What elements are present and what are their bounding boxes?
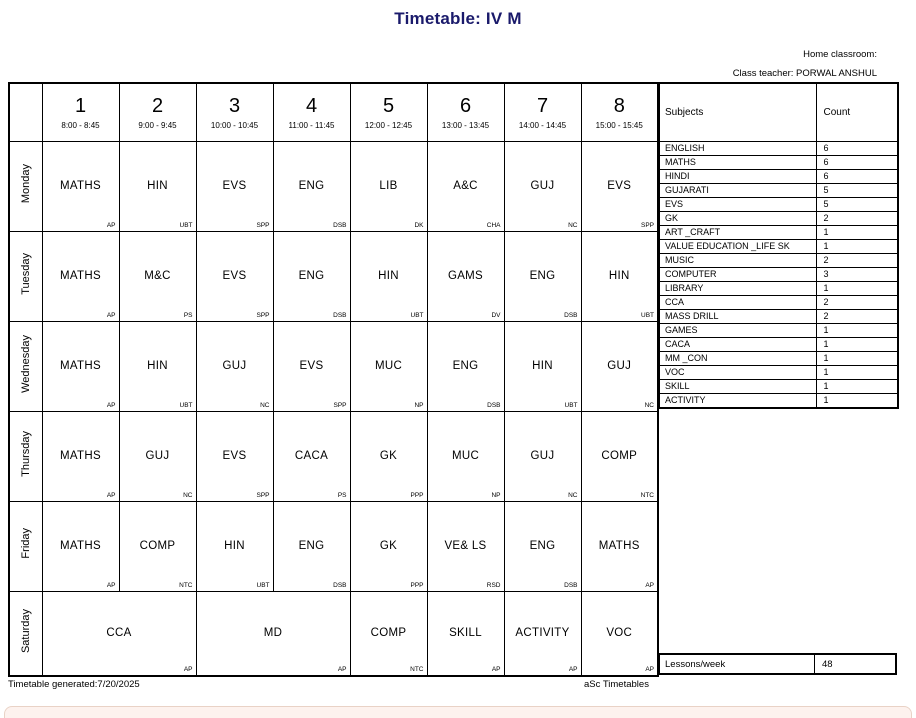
subject-row <box>659 225 898 239</box>
timetable <box>8 82 659 677</box>
lesson-cell <box>273 501 350 591</box>
lesson-subject: GUJ <box>607 360 632 372</box>
lesson-cell <box>42 321 119 411</box>
subject-row <box>659 323 898 337</box>
lesson-cell <box>581 501 658 591</box>
day-row <box>9 141 658 231</box>
period-header <box>350 83 427 141</box>
subject-name: MUSIC <box>659 253 816 267</box>
lesson-teacher-code: NC <box>568 221 578 229</box>
lesson-cell <box>427 411 504 501</box>
subject-name: ACTIVITY <box>659 393 816 408</box>
subject-name: VOC <box>659 365 816 379</box>
day-row <box>9 231 658 321</box>
period-number: 8 <box>613 94 625 117</box>
day-row <box>9 591 658 676</box>
subject-row <box>659 197 898 211</box>
lesson-subject: EVS <box>222 270 247 282</box>
lesson-teacher-code: PS <box>337 491 347 499</box>
lesson-subject: GUJ <box>530 450 555 462</box>
subject-count: 3 <box>816 267 898 281</box>
lesson-subject: VE& LS <box>444 540 487 552</box>
lesson-teacher-code: AP <box>106 491 116 499</box>
lesson-subject: HIN <box>147 180 168 192</box>
lesson-cell <box>427 501 504 591</box>
lesson-teacher-code: SPP <box>256 311 270 319</box>
lesson-cell <box>42 231 119 321</box>
lesson-cell <box>581 231 658 321</box>
lesson-teacher-code: NC <box>260 401 270 409</box>
lessons-week-value: 48 <box>822 658 833 670</box>
lesson-subject: MATHS <box>60 270 101 282</box>
lesson-subject: ENG <box>298 180 325 192</box>
lesson-teacher-code: AP <box>106 401 116 409</box>
period-time: 14:00 - 14:45 <box>518 120 567 130</box>
day-label: Friday <box>19 528 32 559</box>
subject-row <box>659 379 898 393</box>
lesson-cell <box>42 141 119 231</box>
class-teacher-label: Class teacher: PORWAL ANSHUL <box>732 68 877 79</box>
lesson-subject: MATHS <box>598 540 640 552</box>
subject-row <box>659 183 898 197</box>
lesson-subject: GUJ <box>145 450 170 462</box>
lesson-cell <box>350 231 427 321</box>
period-time: 8:00 - 8:45 <box>61 120 100 130</box>
generated-timestamp: Timetable generated:7/20/2025 <box>8 679 140 690</box>
lesson-cell <box>42 501 119 591</box>
lesson-subject: ENG <box>298 540 325 552</box>
lesson-cell <box>119 231 196 321</box>
lesson-cell <box>350 591 427 676</box>
subject-count: 1 <box>816 281 898 295</box>
lesson-teacher-code: UBT <box>564 401 578 409</box>
lesson-teacher-code: SPP <box>640 221 654 229</box>
subject-name: SKILL <box>659 379 816 393</box>
lesson-cell <box>350 141 427 231</box>
lesson-subject: VOC <box>606 627 633 640</box>
subject-row <box>659 239 898 253</box>
lesson-teacher-code: AP <box>645 581 654 589</box>
lesson-teacher-code: NP <box>414 401 424 409</box>
period-number: 5 <box>382 94 395 117</box>
lesson-subject: MATHS <box>60 540 101 552</box>
subject-name: VALUE EDUCATION _LIFE SK <box>659 239 816 253</box>
lesson-teacher-code: NC <box>183 491 193 499</box>
subject-count: 6 <box>816 141 898 155</box>
lesson-teacher-code: NTC <box>410 666 424 673</box>
lesson-subject: EVS <box>607 180 632 192</box>
subject-count: 5 <box>816 183 898 197</box>
lesson-subject: HIN <box>147 360 168 372</box>
lesson-teacher-code: PPP <box>410 491 424 499</box>
lesson-subject: MATHS <box>60 180 101 192</box>
subject-count: 1 <box>816 225 898 239</box>
lesson-cell <box>581 591 658 676</box>
lesson-cell <box>119 321 196 411</box>
subject-row <box>659 351 898 365</box>
day-row <box>9 411 658 501</box>
period-header <box>504 83 581 141</box>
lesson-teacher-code: SPP <box>333 401 347 409</box>
day-label: Saturday <box>19 608 32 653</box>
subject-count: 5 <box>816 197 898 211</box>
lesson-subject: COMP <box>601 450 638 462</box>
lesson-teacher-code: UBT <box>256 581 270 589</box>
lesson-subject: HIN <box>378 270 399 282</box>
subject-count: 1 <box>816 351 898 365</box>
day-label: Wednesday <box>19 334 32 393</box>
period-time: 10:00 - 10:45 <box>210 120 259 130</box>
lesson-cell <box>42 591 196 676</box>
lesson-cell <box>196 591 350 676</box>
period-number: 3 <box>228 94 241 117</box>
lesson-teacher-code: DSB <box>333 581 347 589</box>
day-cell <box>9 141 42 231</box>
lesson-cell <box>581 321 658 411</box>
subject-row <box>659 169 898 183</box>
subject-row <box>659 253 898 267</box>
subject-row <box>659 155 898 169</box>
day-label: Tuesday <box>19 252 32 295</box>
subject-row <box>659 267 898 281</box>
subject-name: MM _CON <box>659 351 816 365</box>
lesson-teacher-code: DK <box>414 221 424 229</box>
lesson-cell <box>504 321 581 411</box>
subject-name: MASS DRILL <box>659 309 816 323</box>
lesson-subject: ACTIVITY <box>515 627 570 640</box>
count-header: Count <box>816 83 898 141</box>
period-time: 9:00 - 9:45 <box>138 120 177 130</box>
lesson-subject: EVS <box>222 180 247 192</box>
lesson-cell <box>119 501 196 591</box>
subject-name: ENGLISH <box>659 141 816 155</box>
lesson-teacher-code: UBT <box>179 401 193 409</box>
lesson-cell <box>119 141 196 231</box>
lesson-teacher-code: NC <box>568 491 578 499</box>
day-cell <box>9 321 42 411</box>
lesson-teacher-code: AP <box>106 311 116 319</box>
lesson-subject: EVS <box>222 450 247 462</box>
lesson-teacher-code: NTC <box>640 491 654 499</box>
lessons-week-label: Lessons/week <box>660 655 815 673</box>
lesson-subject: MATHS <box>60 450 101 462</box>
subject-row <box>659 281 898 295</box>
subjects-header-row <box>659 83 898 141</box>
lesson-subject: SKILL <box>449 627 482 640</box>
lesson-teacher-code: AP <box>337 666 347 673</box>
period-header <box>196 83 273 141</box>
bottom-window-strip <box>4 706 912 718</box>
subject-count: 1 <box>816 379 898 393</box>
lesson-cell <box>273 231 350 321</box>
period-number: 1 <box>74 94 87 117</box>
subject-row <box>659 141 898 155</box>
lesson-teacher-code: DV <box>491 311 501 319</box>
lessons-week-box <box>658 653 897 675</box>
lesson-teacher-code: CHA <box>486 221 501 229</box>
lesson-subject: HIN <box>224 540 245 552</box>
period-number: 7 <box>536 94 549 117</box>
period-number: 6 <box>459 94 472 117</box>
subject-name: GUJARATI <box>659 183 816 197</box>
lesson-cell <box>350 411 427 501</box>
subject-name: CACA <box>659 337 816 351</box>
lesson-teacher-code: DSB <box>564 311 578 319</box>
lesson-teacher-code: SPP <box>256 221 270 229</box>
subject-count: 2 <box>816 309 898 323</box>
subject-row <box>659 211 898 225</box>
day-cell <box>9 411 42 501</box>
lesson-teacher-code: AP <box>491 666 501 673</box>
lesson-subject: HIN <box>532 360 553 372</box>
lesson-cell <box>273 141 350 231</box>
day-label: Monday <box>19 163 32 204</box>
subjects-header: Subjects <box>659 83 816 141</box>
lesson-subject: MUC <box>451 450 480 462</box>
lesson-subject: GK <box>379 450 398 462</box>
lesson-cell <box>581 411 658 501</box>
subject-row <box>659 337 898 351</box>
lesson-subject: GAMS <box>447 270 484 282</box>
lesson-teacher-code: DSB <box>333 221 347 229</box>
lesson-cell <box>119 411 196 501</box>
lesson-subject: LIB <box>379 180 398 192</box>
lesson-cell <box>504 231 581 321</box>
lesson-teacher-code: PS <box>183 311 193 319</box>
lesson-teacher-code: RSD <box>486 581 501 589</box>
lesson-cell <box>427 141 504 231</box>
day-cell <box>9 231 42 321</box>
subject-name: EVS <box>659 197 816 211</box>
lesson-cell <box>273 411 350 501</box>
lesson-subject: MD <box>263 627 283 640</box>
home-classroom-label: Home classroom: <box>803 49 877 60</box>
subject-count: 2 <box>816 211 898 225</box>
period-header <box>581 83 658 141</box>
subject-row <box>659 295 898 309</box>
lesson-cell <box>427 231 504 321</box>
page-title: Timetable: IV M <box>394 9 522 28</box>
subject-name: ART _CRAFT <box>659 225 816 239</box>
subject-name: LIBRARY <box>659 281 816 295</box>
lesson-teacher-code: NC <box>644 401 654 409</box>
lesson-subject: ENG <box>529 540 556 552</box>
period-header <box>119 83 196 141</box>
asc-timetables-brand: aSc Timetables <box>584 679 649 690</box>
lesson-teacher-code: DSB <box>487 401 501 409</box>
day-row <box>9 501 658 591</box>
lesson-subject: CCA <box>106 627 132 640</box>
lesson-teacher-code: DSB <box>333 311 347 319</box>
lesson-teacher-code: AP <box>106 221 116 229</box>
lesson-subject: M&C <box>144 270 171 282</box>
lesson-teacher-code: SPP <box>256 491 270 499</box>
subject-row <box>659 365 898 379</box>
period-time: 12:00 - 12:45 <box>364 120 413 130</box>
lesson-cell <box>350 501 427 591</box>
subject-count: 1 <box>816 337 898 351</box>
lesson-teacher-code: UBT <box>641 311 654 319</box>
subject-name: COMPUTER <box>659 267 816 281</box>
lesson-teacher-code: AP <box>106 581 116 589</box>
period-time: 13:00 - 13:45 <box>441 120 490 130</box>
day-cell <box>9 591 42 676</box>
lesson-subject: A&C <box>453 180 478 192</box>
lesson-teacher-code: NP <box>491 491 501 499</box>
lesson-teacher-code: AP <box>568 666 578 673</box>
lesson-subject: ENG <box>298 270 325 282</box>
subjects-panel <box>658 82 899 409</box>
lesson-cell <box>196 411 273 501</box>
subject-name: HINDI <box>659 169 816 183</box>
subject-count: 6 <box>816 155 898 169</box>
subject-row <box>659 393 898 408</box>
lesson-subject: GUJ <box>222 360 247 372</box>
header-info <box>733 45 877 83</box>
subject-row <box>659 309 898 323</box>
subject-count: 2 <box>816 253 898 267</box>
subject-count: 1 <box>816 365 898 379</box>
timetable-header-row <box>9 83 658 141</box>
lesson-subject: MUC <box>374 360 403 372</box>
subject-count: 1 <box>816 393 898 408</box>
period-header <box>427 83 504 141</box>
lesson-teacher-code: AP <box>645 666 654 673</box>
lesson-teacher-code: AP <box>183 666 193 673</box>
day-row <box>9 321 658 411</box>
lesson-cell <box>427 321 504 411</box>
lesson-cell <box>504 501 581 591</box>
period-number: 2 <box>151 94 164 117</box>
period-time: 15:00 - 15:45 <box>595 120 643 130</box>
subject-count: 2 <box>816 295 898 309</box>
period-time: 11:00 - 11:45 <box>288 120 335 130</box>
lesson-teacher-code: DSB <box>564 581 578 589</box>
lesson-teacher-code: PPP <box>410 581 424 589</box>
lesson-cell <box>581 141 658 231</box>
day-label: Thursday <box>19 430 32 477</box>
subject-count: 1 <box>816 323 898 337</box>
timetable-corner <box>9 83 42 141</box>
lesson-teacher-code: UBT <box>179 221 193 229</box>
lesson-cell <box>504 411 581 501</box>
lesson-subject: HIN <box>608 270 630 282</box>
subject-count: 1 <box>816 239 898 253</box>
lesson-cell <box>196 321 273 411</box>
lesson-cell <box>504 141 581 231</box>
period-number: 4 <box>305 94 318 117</box>
lesson-cell <box>196 501 273 591</box>
lesson-cell <box>427 591 504 676</box>
lesson-teacher-code: NTC <box>179 581 193 589</box>
subject-name: GAMES <box>659 323 816 337</box>
lesson-subject: COMP <box>370 627 407 640</box>
lesson-cell <box>350 321 427 411</box>
lesson-cell <box>42 411 119 501</box>
lesson-subject: ENG <box>529 270 556 282</box>
lesson-cell <box>196 231 273 321</box>
lesson-subject: GUJ <box>530 180 555 192</box>
subject-name: GK <box>659 211 816 225</box>
subject-name: MATHS <box>659 155 816 169</box>
subject-name: CCA <box>659 295 816 309</box>
day-cell <box>9 501 42 591</box>
lesson-cell <box>196 141 273 231</box>
lesson-subject: EVS <box>299 360 324 372</box>
lesson-subject: CACA <box>294 450 329 462</box>
lesson-cell <box>273 321 350 411</box>
lesson-subject: ENG <box>452 360 479 372</box>
period-header <box>273 83 350 141</box>
lesson-subject: GK <box>379 540 398 552</box>
lesson-cell <box>504 591 581 676</box>
subject-count: 6 <box>816 169 898 183</box>
lesson-subject: MATHS <box>60 360 101 372</box>
lesson-subject: COMP <box>139 540 176 552</box>
lesson-teacher-code: UBT <box>410 311 424 319</box>
period-header <box>42 83 119 141</box>
